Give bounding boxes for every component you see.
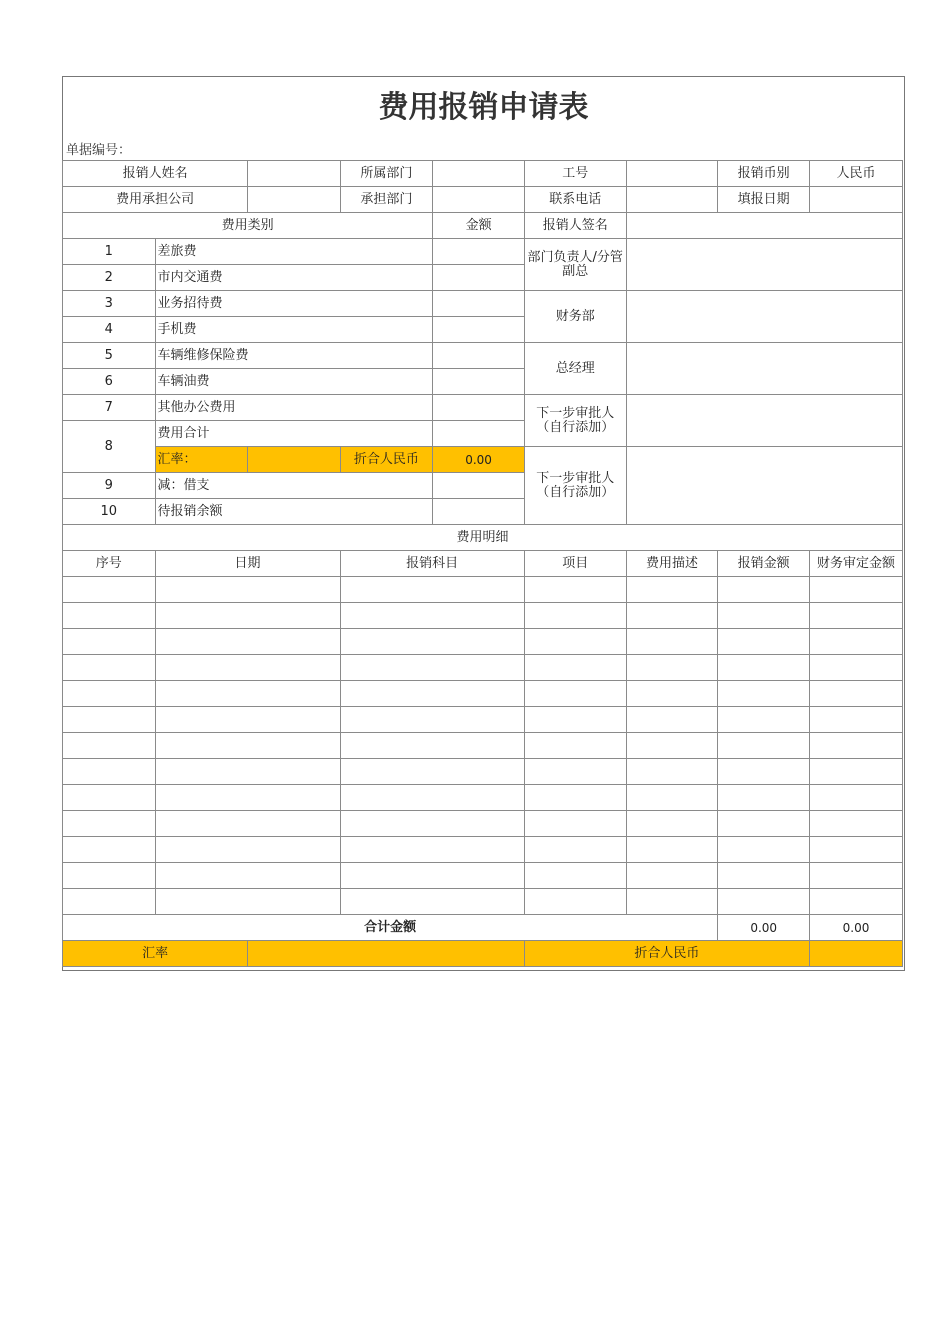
bearing-company-label: 费用承担公司 <box>63 187 248 213</box>
detail-row <box>63 759 903 785</box>
currency-label: 报销币别 <box>718 161 810 187</box>
form-title: 费用报销申请表 <box>378 90 589 125</box>
detail-cell[interactable] <box>63 863 156 889</box>
category-number: 9 <box>63 473 156 499</box>
approval-label: 部门负责人/分管副总 <box>524 239 626 291</box>
detail-cell[interactable] <box>63 837 156 863</box>
phone-field[interactable] <box>626 187 718 213</box>
fill-date-label: 填报日期 <box>718 187 810 213</box>
currency-value[interactable]: 人民币 <box>810 161 903 187</box>
detail-row <box>63 681 903 707</box>
detail-col-amount: 报销金额 <box>718 551 810 577</box>
detail-cell[interactable] <box>524 707 626 733</box>
category-name: 市内交通费 <box>155 265 433 291</box>
signature-field[interactable] <box>626 213 902 239</box>
category-column-header: 费用类别 <box>63 213 433 239</box>
detail-row <box>63 785 903 811</box>
detail-cell[interactable] <box>810 759 903 785</box>
detail-cell[interactable] <box>63 681 156 707</box>
detail-cell[interactable] <box>340 889 524 915</box>
detail-header-row <box>63 551 903 577</box>
detail-cell[interactable] <box>810 629 903 655</box>
header-row-1 <box>63 161 903 187</box>
detail-cell[interactable] <box>810 577 903 603</box>
category-amount[interactable] <box>433 343 525 369</box>
detail-cell[interactable] <box>718 603 810 629</box>
convert-rmb-value: 0.00 <box>433 447 525 473</box>
approval-label: 总经理 <box>524 343 626 395</box>
detail-cell[interactable] <box>63 629 156 655</box>
bearing-company-field[interactable] <box>248 187 340 213</box>
detail-cell[interactable] <box>524 837 626 863</box>
detail-cell[interactable] <box>626 681 718 707</box>
detail-cell[interactable] <box>718 863 810 889</box>
total-label: 合计金额 <box>63 915 718 941</box>
detail-cell[interactable] <box>718 733 810 759</box>
approval-field[interactable] <box>626 395 902 447</box>
category-row <box>63 291 903 317</box>
detail-cell[interactable] <box>810 837 903 863</box>
phone-label: 联系电话 <box>524 187 626 213</box>
detail-cell[interactable] <box>63 707 156 733</box>
detail-cell[interactable] <box>340 603 524 629</box>
approval-label: 下一步审批人（自行添加） <box>524 447 626 525</box>
category-name: 待报销余额 <box>155 499 433 525</box>
detail-cell[interactable] <box>626 889 718 915</box>
detail-row <box>63 889 903 915</box>
detail-cell[interactable] <box>340 655 524 681</box>
detail-cell[interactable] <box>718 681 810 707</box>
detail-cell[interactable] <box>524 733 626 759</box>
detail-cell[interactable] <box>155 733 340 759</box>
detail-cell[interactable] <box>626 577 718 603</box>
category-number: 7 <box>63 395 156 421</box>
detail-row <box>63 863 903 889</box>
detail-convert-label: 折合人民币 <box>524 941 809 967</box>
category-name: 差旅费 <box>155 239 433 265</box>
detail-cell[interactable] <box>340 863 524 889</box>
approval-field[interactable] <box>626 343 902 395</box>
detail-cell[interactable] <box>626 811 718 837</box>
signature-label: 报销人签名 <box>524 213 626 239</box>
category-header-row <box>63 213 903 239</box>
category-number: 10 <box>63 499 156 525</box>
detail-section-row <box>63 525 903 551</box>
detail-cell[interactable] <box>626 629 718 655</box>
category-number: 6 <box>63 369 156 395</box>
detail-cell[interactable] <box>718 629 810 655</box>
detail-cell[interactable] <box>810 707 903 733</box>
detail-cell[interactable] <box>340 759 524 785</box>
claimant-name-field[interactable] <box>248 161 340 187</box>
amount-column-header: 金额 <box>433 213 525 239</box>
detail-cell[interactable] <box>810 733 903 759</box>
category-name: 手机费 <box>155 317 433 343</box>
detail-cell[interactable] <box>718 811 810 837</box>
detail-cell[interactable] <box>524 863 626 889</box>
detail-cell[interactable] <box>524 811 626 837</box>
detail-cell[interactable] <box>810 785 903 811</box>
detail-row <box>63 707 903 733</box>
detail-cell[interactable] <box>524 681 626 707</box>
department-label: 所属部门 <box>340 161 433 187</box>
category-amount[interactable] <box>433 369 525 395</box>
detail-cell[interactable] <box>524 603 626 629</box>
detail-cell[interactable] <box>340 629 524 655</box>
detail-cell[interactable] <box>340 733 524 759</box>
approval-label: 财务部 <box>524 291 626 343</box>
category-name: 车辆油费 <box>155 369 433 395</box>
detail-cell[interactable] <box>155 681 340 707</box>
approval-field[interactable] <box>626 447 902 525</box>
detail-cell[interactable] <box>524 785 626 811</box>
approval-field[interactable] <box>626 239 902 291</box>
detail-cell[interactable] <box>63 655 156 681</box>
detail-cell[interactable] <box>810 811 903 837</box>
approval-label: 下一步审批人（自行添加） <box>524 395 626 447</box>
exchange-rate-row <box>63 447 903 473</box>
category-number: 4 <box>63 317 156 343</box>
category-name: 车辆维修保险费 <box>155 343 433 369</box>
detail-cell[interactable] <box>626 603 718 629</box>
employee-id-field[interactable] <box>626 161 718 187</box>
detail-col-date: 日期 <box>155 551 340 577</box>
detail-cell[interactable] <box>340 707 524 733</box>
detail-cell[interactable] <box>155 603 340 629</box>
detail-cell[interactable] <box>810 655 903 681</box>
category-row <box>63 343 903 369</box>
category-row <box>63 239 903 265</box>
detail-cell[interactable] <box>626 733 718 759</box>
category-name: 减：借支 <box>155 473 433 499</box>
category-name: 费用合计 <box>155 421 433 447</box>
header-row-2 <box>63 187 903 213</box>
detail-row <box>63 655 903 681</box>
detail-cell[interactable] <box>524 759 626 785</box>
exchange-rate-label: 汇率： <box>155 447 248 473</box>
category-name: 业务招待费 <box>155 291 433 317</box>
detail-cell[interactable] <box>524 889 626 915</box>
category-amount[interactable] <box>433 421 525 447</box>
detail-cell[interactable] <box>626 707 718 733</box>
detail-cell[interactable] <box>626 759 718 785</box>
detail-cell[interactable] <box>718 785 810 811</box>
detail-cell[interactable] <box>810 603 903 629</box>
detail-cell[interactable] <box>155 889 340 915</box>
category-amount[interactable] <box>433 473 525 499</box>
category-amount[interactable] <box>433 499 525 525</box>
total-row <box>63 915 903 941</box>
category-number: 3 <box>63 291 156 317</box>
bearing-department-label: 承担部门 <box>340 187 433 213</box>
detail-row <box>63 837 903 863</box>
category-row <box>63 395 903 421</box>
detail-cell[interactable] <box>810 863 903 889</box>
detail-cell[interactable] <box>718 707 810 733</box>
category-amount[interactable] <box>433 317 525 343</box>
detail-cell[interactable] <box>155 577 340 603</box>
detail-rate-field[interactable] <box>248 941 525 967</box>
detail-cell[interactable] <box>524 655 626 681</box>
detail-cell[interactable] <box>340 785 524 811</box>
detail-cell[interactable] <box>155 629 340 655</box>
detail-cell[interactable] <box>718 655 810 681</box>
detail-row <box>63 733 903 759</box>
detail-cell[interactable] <box>626 837 718 863</box>
convert-rmb-label: 折合人民币 <box>340 447 433 473</box>
detail-cell[interactable] <box>524 577 626 603</box>
detail-cell[interactable] <box>810 681 903 707</box>
fill-date-field[interactable] <box>810 187 903 213</box>
detail-cell[interactable] <box>340 577 524 603</box>
detail-cell[interactable] <box>718 837 810 863</box>
detail-cell[interactable] <box>718 759 810 785</box>
category-number: 2 <box>63 265 156 291</box>
detail-cell[interactable] <box>155 837 340 863</box>
category-name: 其他办公费用 <box>155 395 433 421</box>
detail-cell[interactable] <box>63 785 156 811</box>
detail-convert-value[interactable] <box>810 941 903 967</box>
detail-col-no: 序号 <box>63 551 156 577</box>
total-approved-amount: 0.00 <box>810 915 903 941</box>
detail-cell[interactable] <box>155 655 340 681</box>
detail-cell[interactable] <box>63 759 156 785</box>
detail-cell[interactable] <box>155 785 340 811</box>
detail-cell[interactable] <box>63 811 156 837</box>
detail-cell[interactable] <box>155 759 340 785</box>
expense-reimbursement-form <box>62 76 905 971</box>
detail-rate-row <box>63 941 903 967</box>
department-field[interactable] <box>433 161 525 187</box>
detail-cell[interactable] <box>63 577 156 603</box>
category-amount[interactable] <box>433 291 525 317</box>
detail-row <box>63 629 903 655</box>
detail-col-project: 项目 <box>524 551 626 577</box>
detail-cell[interactable] <box>63 733 156 759</box>
category-amount[interactable] <box>433 265 525 291</box>
form-table <box>62 160 903 967</box>
bearing-department-field[interactable] <box>433 187 525 213</box>
detail-rate-label: 汇率 <box>63 941 248 967</box>
total-amount: 0.00 <box>718 915 810 941</box>
detail-row <box>63 577 903 603</box>
employee-id-label: 工号 <box>524 161 626 187</box>
detail-cell[interactable] <box>626 655 718 681</box>
detail-row <box>63 603 903 629</box>
detail-col-subject: 报销科目 <box>340 551 524 577</box>
detail-cell[interactable] <box>155 811 340 837</box>
detail-cell[interactable] <box>63 603 156 629</box>
category-number: 5 <box>63 343 156 369</box>
detail-cell[interactable] <box>155 863 340 889</box>
detail-cell[interactable] <box>718 889 810 915</box>
detail-cell[interactable] <box>340 681 524 707</box>
approval-field[interactable] <box>626 291 902 343</box>
claimant-name-label: 报销人姓名 <box>63 161 248 187</box>
category-amount[interactable] <box>433 395 525 421</box>
detail-section-title: 费用明细 <box>63 525 903 551</box>
detail-cell[interactable] <box>626 785 718 811</box>
detail-cell[interactable] <box>340 837 524 863</box>
detail-cell[interactable] <box>718 577 810 603</box>
document-number-label: 单据编号： <box>66 143 132 158</box>
detail-col-description: 费用描述 <box>626 551 718 577</box>
detail-cell[interactable] <box>524 629 626 655</box>
detail-cell[interactable] <box>63 889 156 915</box>
exchange-rate-field[interactable] <box>248 447 340 473</box>
detail-row <box>63 811 903 837</box>
category-amount[interactable] <box>433 239 525 265</box>
detail-cell[interactable] <box>155 707 340 733</box>
category-number: 1 <box>63 239 156 265</box>
detail-col-approved-amount: 财务审定金额 <box>810 551 903 577</box>
detail-cell[interactable] <box>340 811 524 837</box>
detail-cell[interactable] <box>810 889 903 915</box>
category-number: 8 <box>63 421 156 473</box>
detail-cell[interactable] <box>626 863 718 889</box>
